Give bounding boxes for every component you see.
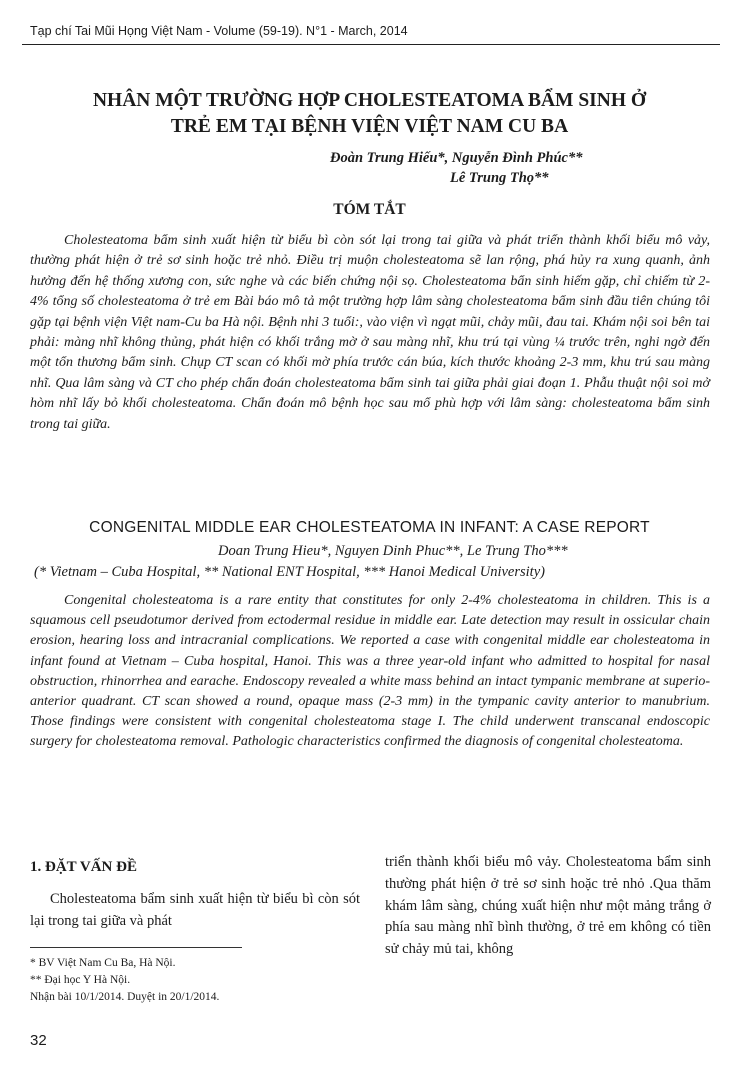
authors-vi-line-2: Lê Trung Thọ** xyxy=(450,170,549,186)
english-affiliations: (* Vietnam – Cuba Hospital, ** National ENT Hospital, *** Hanoi Medical University) xyxy=(34,564,545,580)
article-title-line-2: TRẺ EM TẠI BỆNH VIỆN VIỆT NAM CU BA xyxy=(170,116,569,137)
left-column xyxy=(30,853,360,932)
page-number: 32 xyxy=(30,1032,47,1049)
footnote-2: ** Đại học Y Hà Nội. xyxy=(30,974,131,986)
received-date-note: Nhận bài 10/1/2014. Duyệt in 20/1/2014. xyxy=(30,991,220,1003)
right-column xyxy=(385,852,711,961)
section-body-left: Cholesteatoma bẩm sinh xuất hiện từ biểu bì còn sót lại trong tai giữa và phát xyxy=(30,891,360,929)
article-title xyxy=(20,88,719,140)
authors-vi-line-1: Đoàn Trung Hiếu*, Nguyễn Đình Phúc** xyxy=(330,150,583,166)
footnote-rule xyxy=(30,947,242,948)
english-authors: Doan Trung Hieu*, Nguyen Dinh Phuc**, Le Trung Tho*** xyxy=(218,543,568,559)
header-rule xyxy=(22,44,720,45)
english-title: CONGENITAL MIDDLE EAR CHOLESTEATOMA IN INFANT: A CASE REPORT xyxy=(89,519,650,536)
footnote-1: * BV Việt Nam Cu Ba, Hà Nội. xyxy=(30,957,176,969)
abstract-vi-text: Cholesteatoma bẩm sinh xuất hiện từ biểu bì còn sót lại trong tai giữa và phát triển thành khối biểu mô vảy, thường phát hiện ở trẻ sơ sinh hoặc trẻ nhỏ. Điều trị muộn cholesteatoma sẽ lan rộng, phá hủy ra xung quanh, ảnh hưởng đến hệ thống xương con, sức nghe và các biến chứng nội sọ. Cholesteatoma bẩn sinh hiếm gặp, chỉ chiếm từ 2-4% tổng số cholesteatoma ở trẻ em Bài báo mô tả một trường hợp lâm sàng cholesteatoma bẩm sinh đầu tiên chúng tôi gặp tại bệnh viện Việt nam-Cu ba Hà nội. Bệnh nhi 3 tuổi:, vào viện vì ngạt mũi, chảy mũi, đau tai. Khám nội soi bên tai phải: màng nhĩ không thủng, phát hiện có khối trắng mờ ở sau màng nhĩ, khu trú tại vùng ¼ trước trên, nghi ngờ đến một tổn thương bẩm sinh. Chụp CT scan có khối mờ phía trước cán búa, kích thước khoảng 2-3 mm, khu trú sau màng nhĩ. Qua lâm sàng và CT cho phép chẩn đoán cholesteatoma bẩm sinh tai giữa phải giai đoạn 1. Phẫu thuật nội soi mở hòm nhĩ lấy bỏ khối cholesteatoma. Chẩn đoán mô bệnh học sau mổ phù hợp với lâm sàng: cholesteatoma bẩm sinh trong tai giữa. xyxy=(30,233,710,432)
section-body-right: triển thành khối biểu mô vảy. Cholesteatoma bẩm sinh thường phát hiện ở trẻ sơ sinh hoặc trẻ nhỏ .Qua thăm khám lâm sàng, chúng xuất hiện như một mảng trắng ở phía sau màng nhĩ bình thường, ở trẻ em không có tiền sử chảy mủ tai, không xyxy=(385,854,711,958)
section-heading: 1. ĐẶT VẤN ĐỀ xyxy=(30,859,137,875)
abstract-heading: TÓM TẮT xyxy=(333,201,406,218)
abstract-vietnamese xyxy=(30,231,710,435)
running-header: Tạp chí Tai Mũi Họng Việt Nam - Volume (59-19). N°1 - March, 2014 xyxy=(30,24,408,38)
article-title-line-1: NHÂN MỘT TRƯỜNG HỢP CHOLESTEATOMA BẨM SINH Ở xyxy=(92,90,647,111)
abstract-english xyxy=(30,591,710,753)
footnotes xyxy=(30,955,360,1006)
abstract-en-text: Congenital cholesteatoma is a rare entity that constitutes for only 2-4% cholesteatoma in children. This is a squamous cell pseudotumor derived from ectodermal residue in middle ear. Late detection may result in ossicular chain erosion, hearing loss and intracranial complications. We reported a case with congenital middle ear cholesteatoma in infant found at Vietnam – Cuba hospital, Hanoi. This was a three year-old infant who admitted to hospital for nasal obstruction, rhinorrhea and earache. Endoscopy revealed a white mass behind an intact tympanic membrane at superio-anterior quadrant. CT scan showed a round, opaque mass (2-3 mm) in the tympanic cavity anterior to manubrium. Those findings were consistent with congenital cholesteatoma stage I. The child underwent transcanal endoscopic surgery for cholesteatoma removal. Pathologic characteristics confirmed the diagnosis of congenital cholesteatoma. xyxy=(30,593,710,750)
